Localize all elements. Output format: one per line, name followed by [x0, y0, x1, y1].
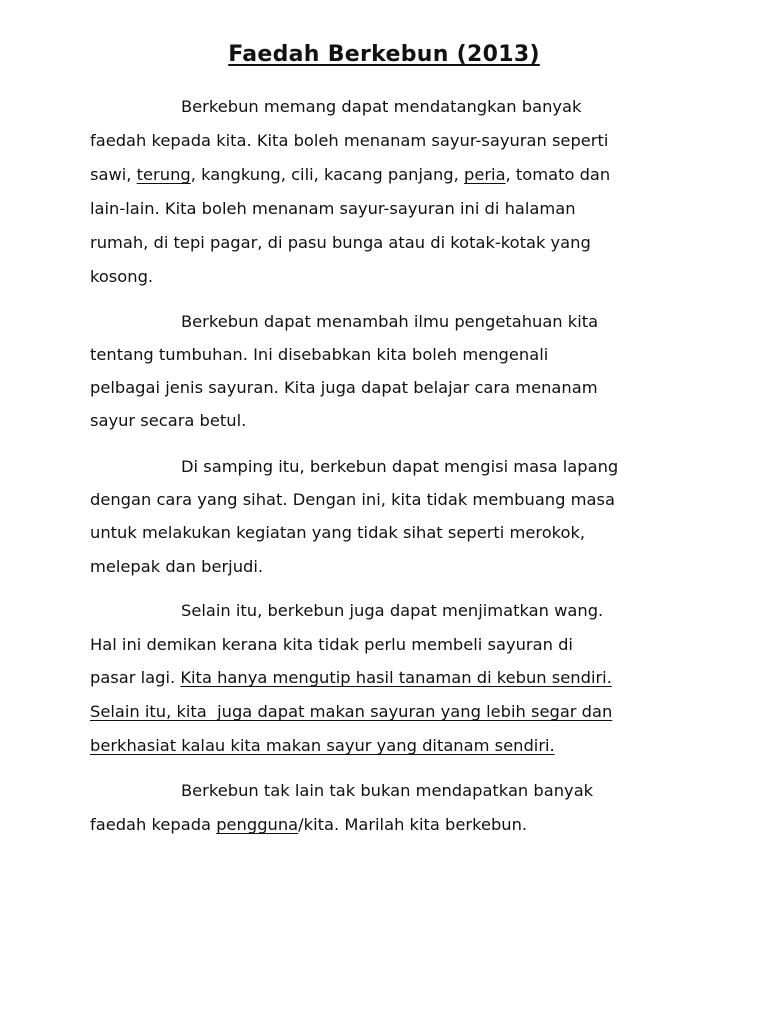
text-segment: pasar lagi. [90, 668, 181, 687]
paragraph-2-line-1: Berkebun dapat menambah ilmu pengetahuan kita [181, 312, 599, 331]
paragraph-1-line-5: rumah, di tepi pagar, di pasu bunga atau di kotak-kotak yang [90, 233, 591, 252]
paragraph-3-line-1: Di samping itu, berkebun dapat mengisi masa lapang [181, 457, 619, 476]
paragraph-5-line-2 [90, 814, 527, 836]
text-segment: faedah kepada [90, 815, 217, 834]
paragraph-1-line-4: lain-lain. Kita boleh menanam sayur-sayuran ini di halaman [90, 199, 576, 218]
paragraph-4-line-2: Hal ini demikan kerana kita tidak perlu membeli sayuran di [90, 635, 573, 654]
paragraph-3-line-2: dengan cara yang sihat. Dengan ini, kita tidak membuang masa [90, 490, 615, 509]
paragraph-1-line-3 [90, 164, 610, 186]
text-segment: , tomato dan [505, 165, 611, 184]
underlined-word-terung: terung [136, 165, 191, 184]
text-segment: sawi, [90, 165, 137, 184]
paragraph-3-line-4: melepak dan berjudi. [90, 557, 264, 576]
paragraph-1-line-1: Berkebun memang dapat mendatangkan banyak [181, 97, 582, 116]
underlined-sentence: Kita hanya mengutip hasil tanaman di kebun sendiri. [180, 668, 612, 687]
paragraph-4-line-4: Selain itu, kita juga dapat makan sayuran yang lebih segar dan [90, 702, 613, 721]
paragraph-1-line-6: kosong. [90, 267, 154, 286]
paragraph-4-line-3 [90, 667, 612, 689]
text-segment: , kangkung, cili, kacang panjang, [190, 165, 464, 184]
text-segment: /kita. Marilah kita berkebun. [298, 815, 528, 834]
document-title: Faedah Berkebun (2013) [228, 42, 540, 67]
paragraph-2-line-3: pelbagai jenis sayuran. Kita juga dapat belajar cara menanam [90, 378, 598, 397]
paragraph-5-line-1: Berkebun tak lain tak bukan mendapatkan banyak [181, 781, 594, 800]
paragraph-4-line-5: berkhasiat kalau kita makan sayur yang ditanam sendiri. [90, 736, 555, 755]
paragraph-4-line-1: Selain itu, berkebun juga dapat menjimatkan wang. [181, 601, 604, 620]
paragraph-2-line-4: sayur secara betul. [90, 411, 247, 430]
paragraph-1-line-2: faedah kepada kita. Kita boleh menanam sayur-sayuran seperti [90, 131, 609, 150]
paragraph-2-line-2: tentang tumbuhan. Ini disebabkan kita boleh mengenali [90, 345, 549, 364]
underlined-word-pengguna: pengguna [216, 815, 299, 834]
underlined-word-peria: peria [464, 165, 506, 184]
paragraph-3-line-3: untuk melakukan kegiatan yang tidak sihat seperti merokok, [90, 523, 586, 542]
